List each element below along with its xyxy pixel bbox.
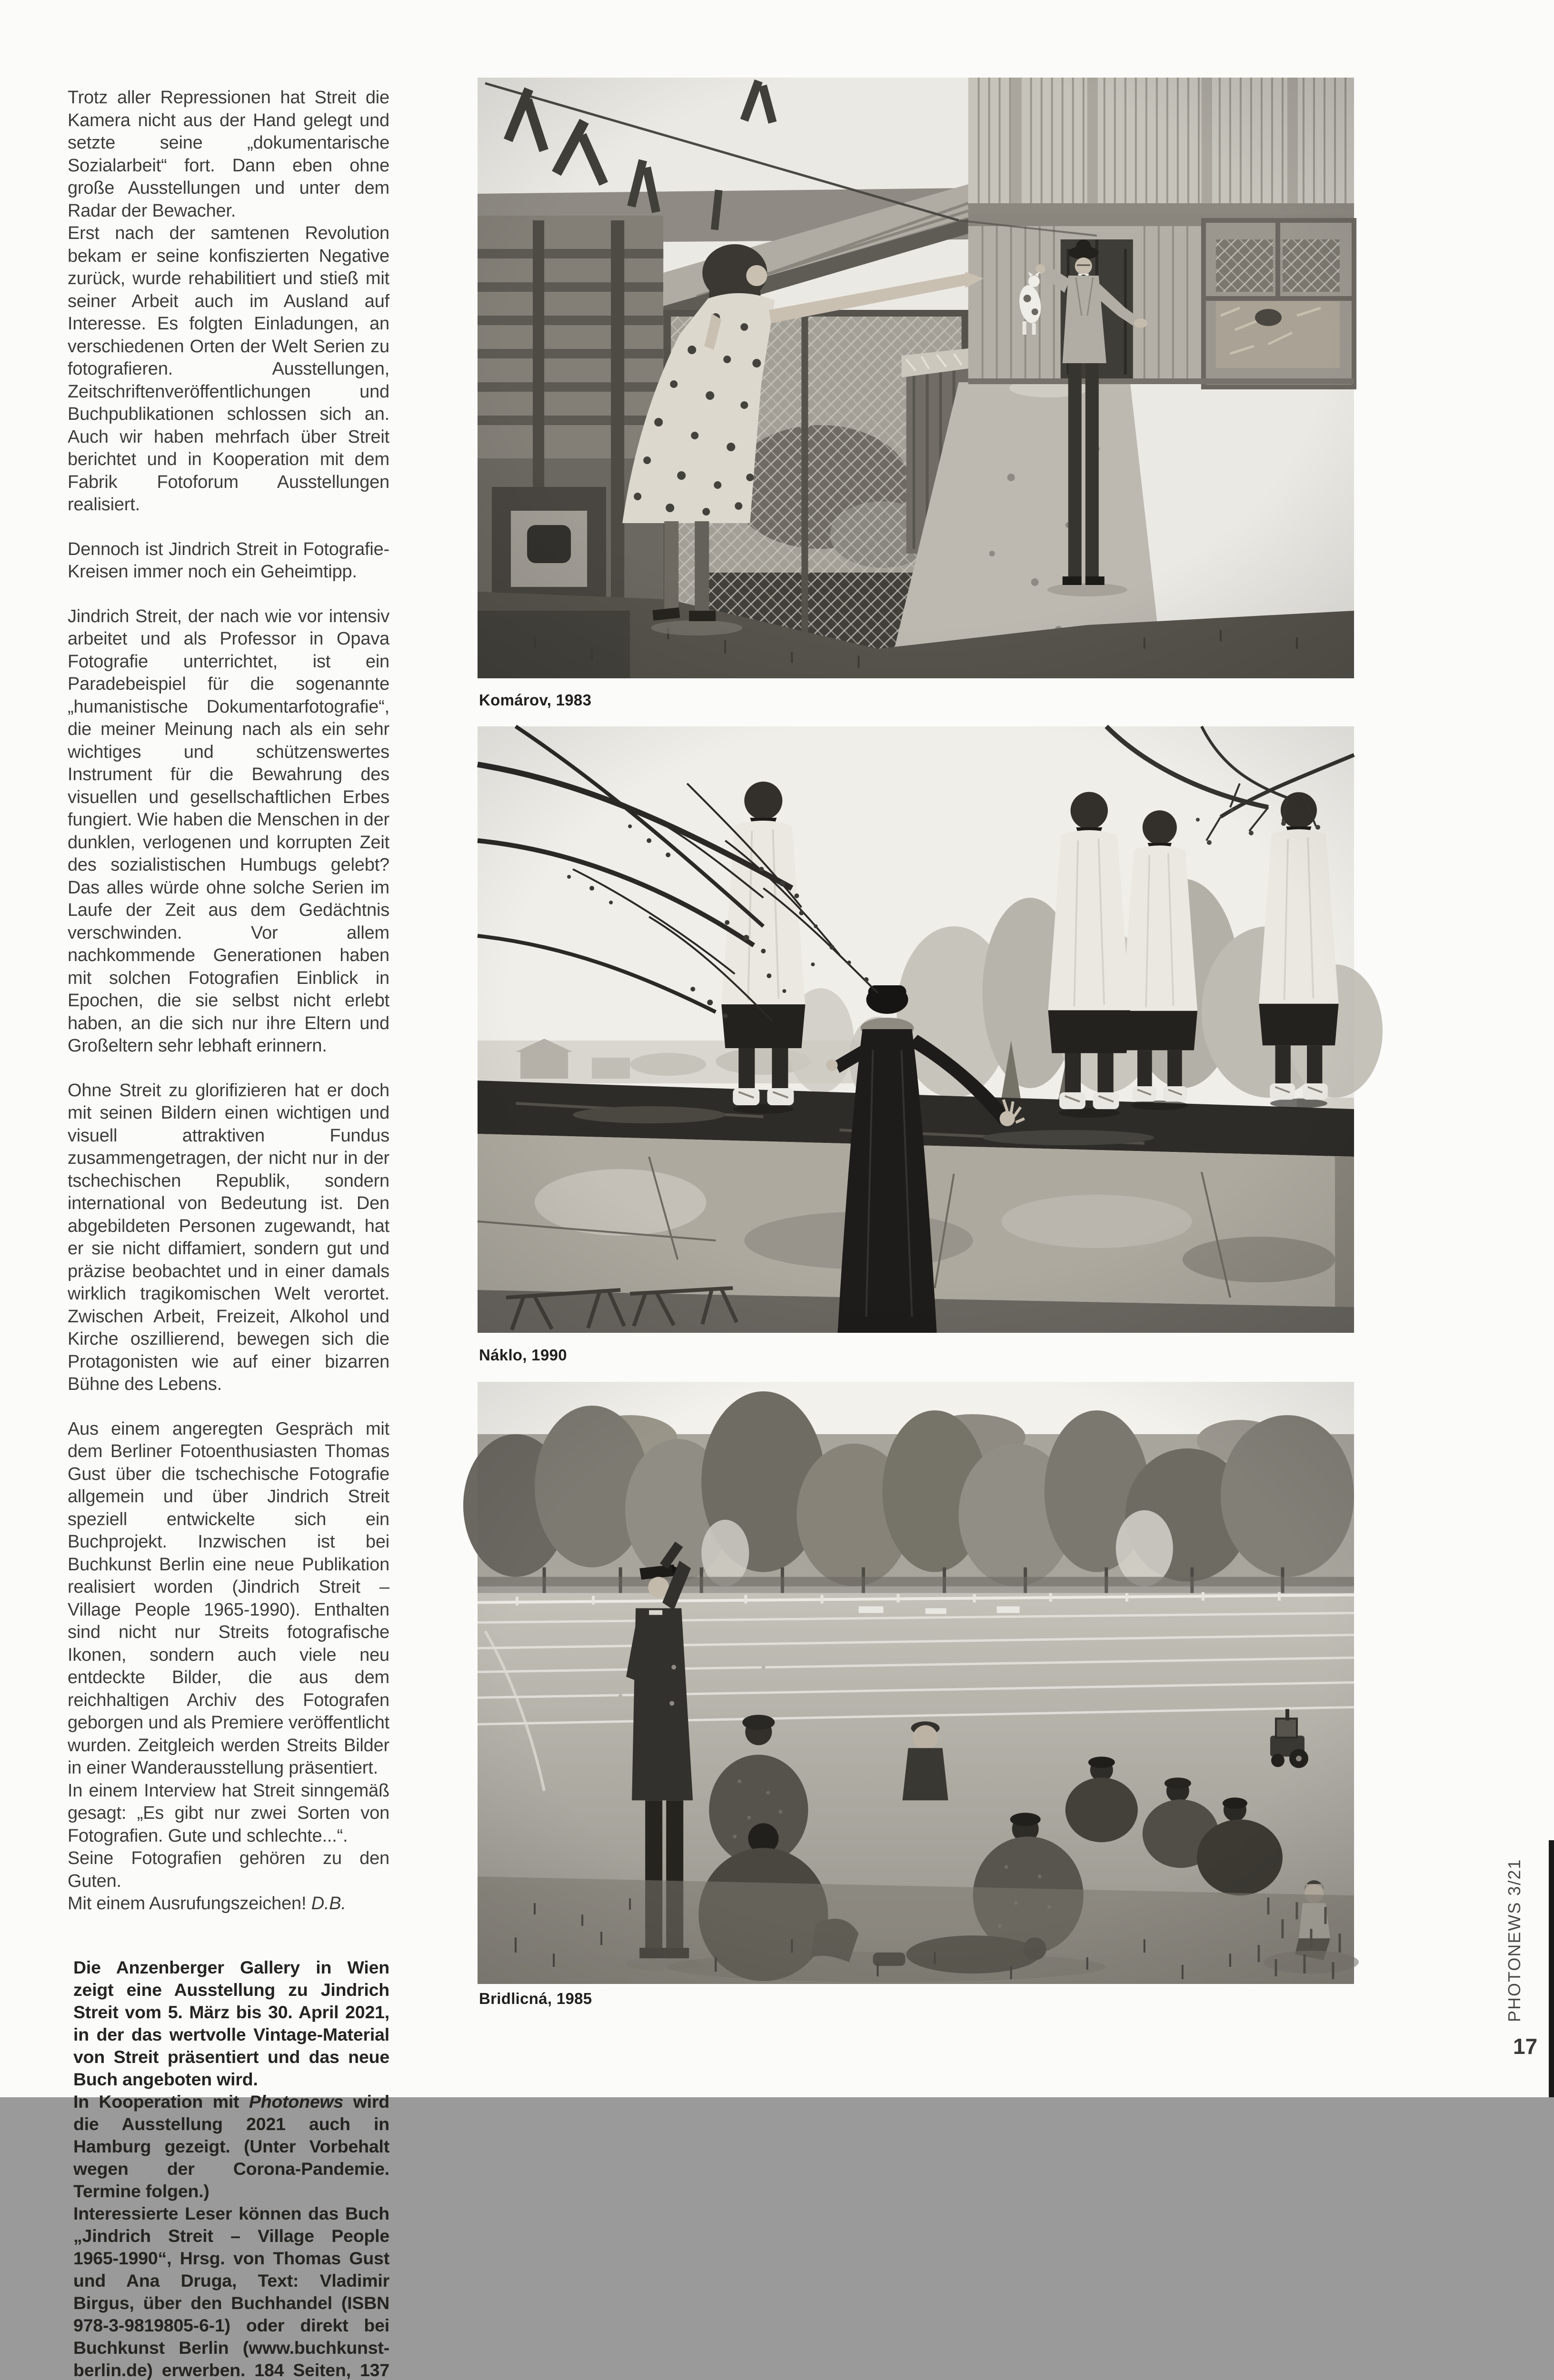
paragraph: Erst nach der samtenen Revolution bekam er seine konfiszierten Negative zurück, wurde rehabilitiert und stieß mit seiner Arbeit auch im Ausland auf Interesse. Es folgten Einladungen, an verschiedenen Orten der Welt Serien zu fotografieren. Ausstellungen, Zeitschriftenveröffentlichungen und Buchpublikationen schlossen sich an. Auch wir haben mehrfach über Streit berichtet und in Kooperation mit dem Fabrik Fotoforum Ausstellungen realisiert. (68, 222, 389, 516)
page-number: 17 (1513, 2033, 1537, 2059)
photo-bridlicna-illustration (478, 1382, 1354, 1984)
paragraph (68, 1893, 389, 1915)
paragraph: Aus einem angeregten Gespräch mit dem Berliner Fotoenthusiasten Thomas Gust über die tschechische Fotografie allgemein und über Jindrich Streit speziell entwickelte sich ein Buchprojekt. Inzwischen ist bei Buchkunst Berlin eine neue Publikation realisiert worden (Jindrich Streit – Village People 1965-1990). Enthalten sind nicht nur Streits fotografische Ikonen, sondern auch viele neu entdeckte Bilder, die aus dem reichhaltigen Archiv des Fotografen geborgen und als Premiere veröffentlicht wurden. Zeitgleich werden Streits Bilder in einer Wanderausstellung präsentiert. (68, 1418, 389, 1780)
photo-naklo-1990 (478, 726, 1354, 1333)
publication-title-vertical: PHOTONEWS 3/21 (1504, 1898, 1524, 2022)
page-edge-mark (1549, 1840, 1554, 2097)
article-text-column (68, 87, 389, 2380)
paragraph: Trotz aller Repressionen hat Streit die Kamera nicht aus der Hand gelegt und setzte seine „dokumentarische Sozialarbeit“ fort. Dann eben ohne große Ausstellungen und unter dem Radar der Bewacher. (68, 87, 389, 222)
exhibition-info-box (68, 1956, 389, 2380)
photo-komarov-1983 (478, 78, 1354, 678)
photo-komarov-illustration (478, 78, 1354, 678)
paragraph: Dennoch ist Jindrich Streit in Fotografie-Kreisen immer noch ein Geheimtipp. (68, 538, 389, 584)
paragraph: In einem Interview hat Streit sinngemäß gesagt: „Es gibt nur zwei Sorten von Fotografien. Gute und schlechte...“. (68, 1780, 389, 1848)
photo-caption: Náklo, 1990 (479, 1346, 567, 1364)
info-paragraph: In Kooperation mit Photonews wird die Ausstellung 2021 auch in Hamburg gezeigt. (Unter Vorbehalt wegen der Corona-Pandemie. Termine folgen.) (73, 2091, 389, 2202)
photo-caption: Komárov, 1983 (479, 691, 591, 709)
byline: D.B. (311, 1894, 346, 1914)
photo-bridlicna-1985 (478, 1382, 1354, 1984)
photo-naklo-illustration (478, 726, 1354, 1333)
closing-sentence: Mit einem Ausrufungszeichen! (68, 1894, 306, 1914)
info-paragraph-book: Interessierte Leser können das Buch „Jindrich Streit – Village People 1965-1990“, Hrsg. von Thomas Gust und Ana Druga, Text: Vladimir Birgus, über den Buchhandel (ISBN 978-3-9819805-6-1) oder direkt bei Buchkunst Berlin (www.buchkunst-berlin.de) erwerben. 184 Seiten, 137 (73, 2202, 389, 2380)
paragraph: Ohne Streit zu glorifizieren hat er doch mit seinen Bildern einen wichtigen und visuell attraktiven Fundus zusammengetragen, der nicht nur in der tschechischen Republik, sondern international von Bedeutung ist. Den abgebildeten Personen zugewandt, hat er sie nicht diffamiert, sondern gut und präzise beobachtet und in einer damals wirklich tragikomischen Welt verortet. Zwischen Arbeit, Freizeit, Alkohol und Kirche oszillierend, bewegen sich die Protagonisten wie auf einer bizarren Bühne des Lebens. (68, 1080, 389, 1396)
info-paragraph: Die Anzenberger Gallery in Wien zeigt eine Ausstellung zu Jindrich Streit vom 5. März bis 30. April 2021, in der das wertvolle Vintage-Material von Streit präsentiert und das neue Buch angeboten wird. (73, 1956, 389, 2091)
photonews-name: Photonews (249, 2092, 343, 2112)
paragraph: Jindrich Streit, der nach wie vor intensiv arbeitet und als Professor in Opava Fotografie unterrichtet, ist ein Paradebeispiel für die sogenannte „humanistische Dokumentarfotografie“, die meiner Meinung nach als ein sehr wichtiges und schützenswertes Instrument für die Bewahrung des visuellen und gesellschaftlichen Erbes fungiert. Wie haben die Menschen in der dunklen, verlogenen und korrupten Zeit des sozialistischen Humbugs gelebt? Das alles würde ohne solche Serien im Laufe der Zeit aus dem Gedächtnis verschwinden. Vor allem nachkommende Generationen haben mit solchen Fotografien Einblick in Epochen, die sie selbst nicht erlebt haben, an die sich nur ihre Eltern und Großeltern sehr lebhaft erinnern. (68, 605, 389, 1058)
paragraph: Seine Fotografien gehören zu den Guten. (68, 1847, 389, 1893)
photo-caption: Bridlicná, 1985 (479, 1990, 592, 2008)
